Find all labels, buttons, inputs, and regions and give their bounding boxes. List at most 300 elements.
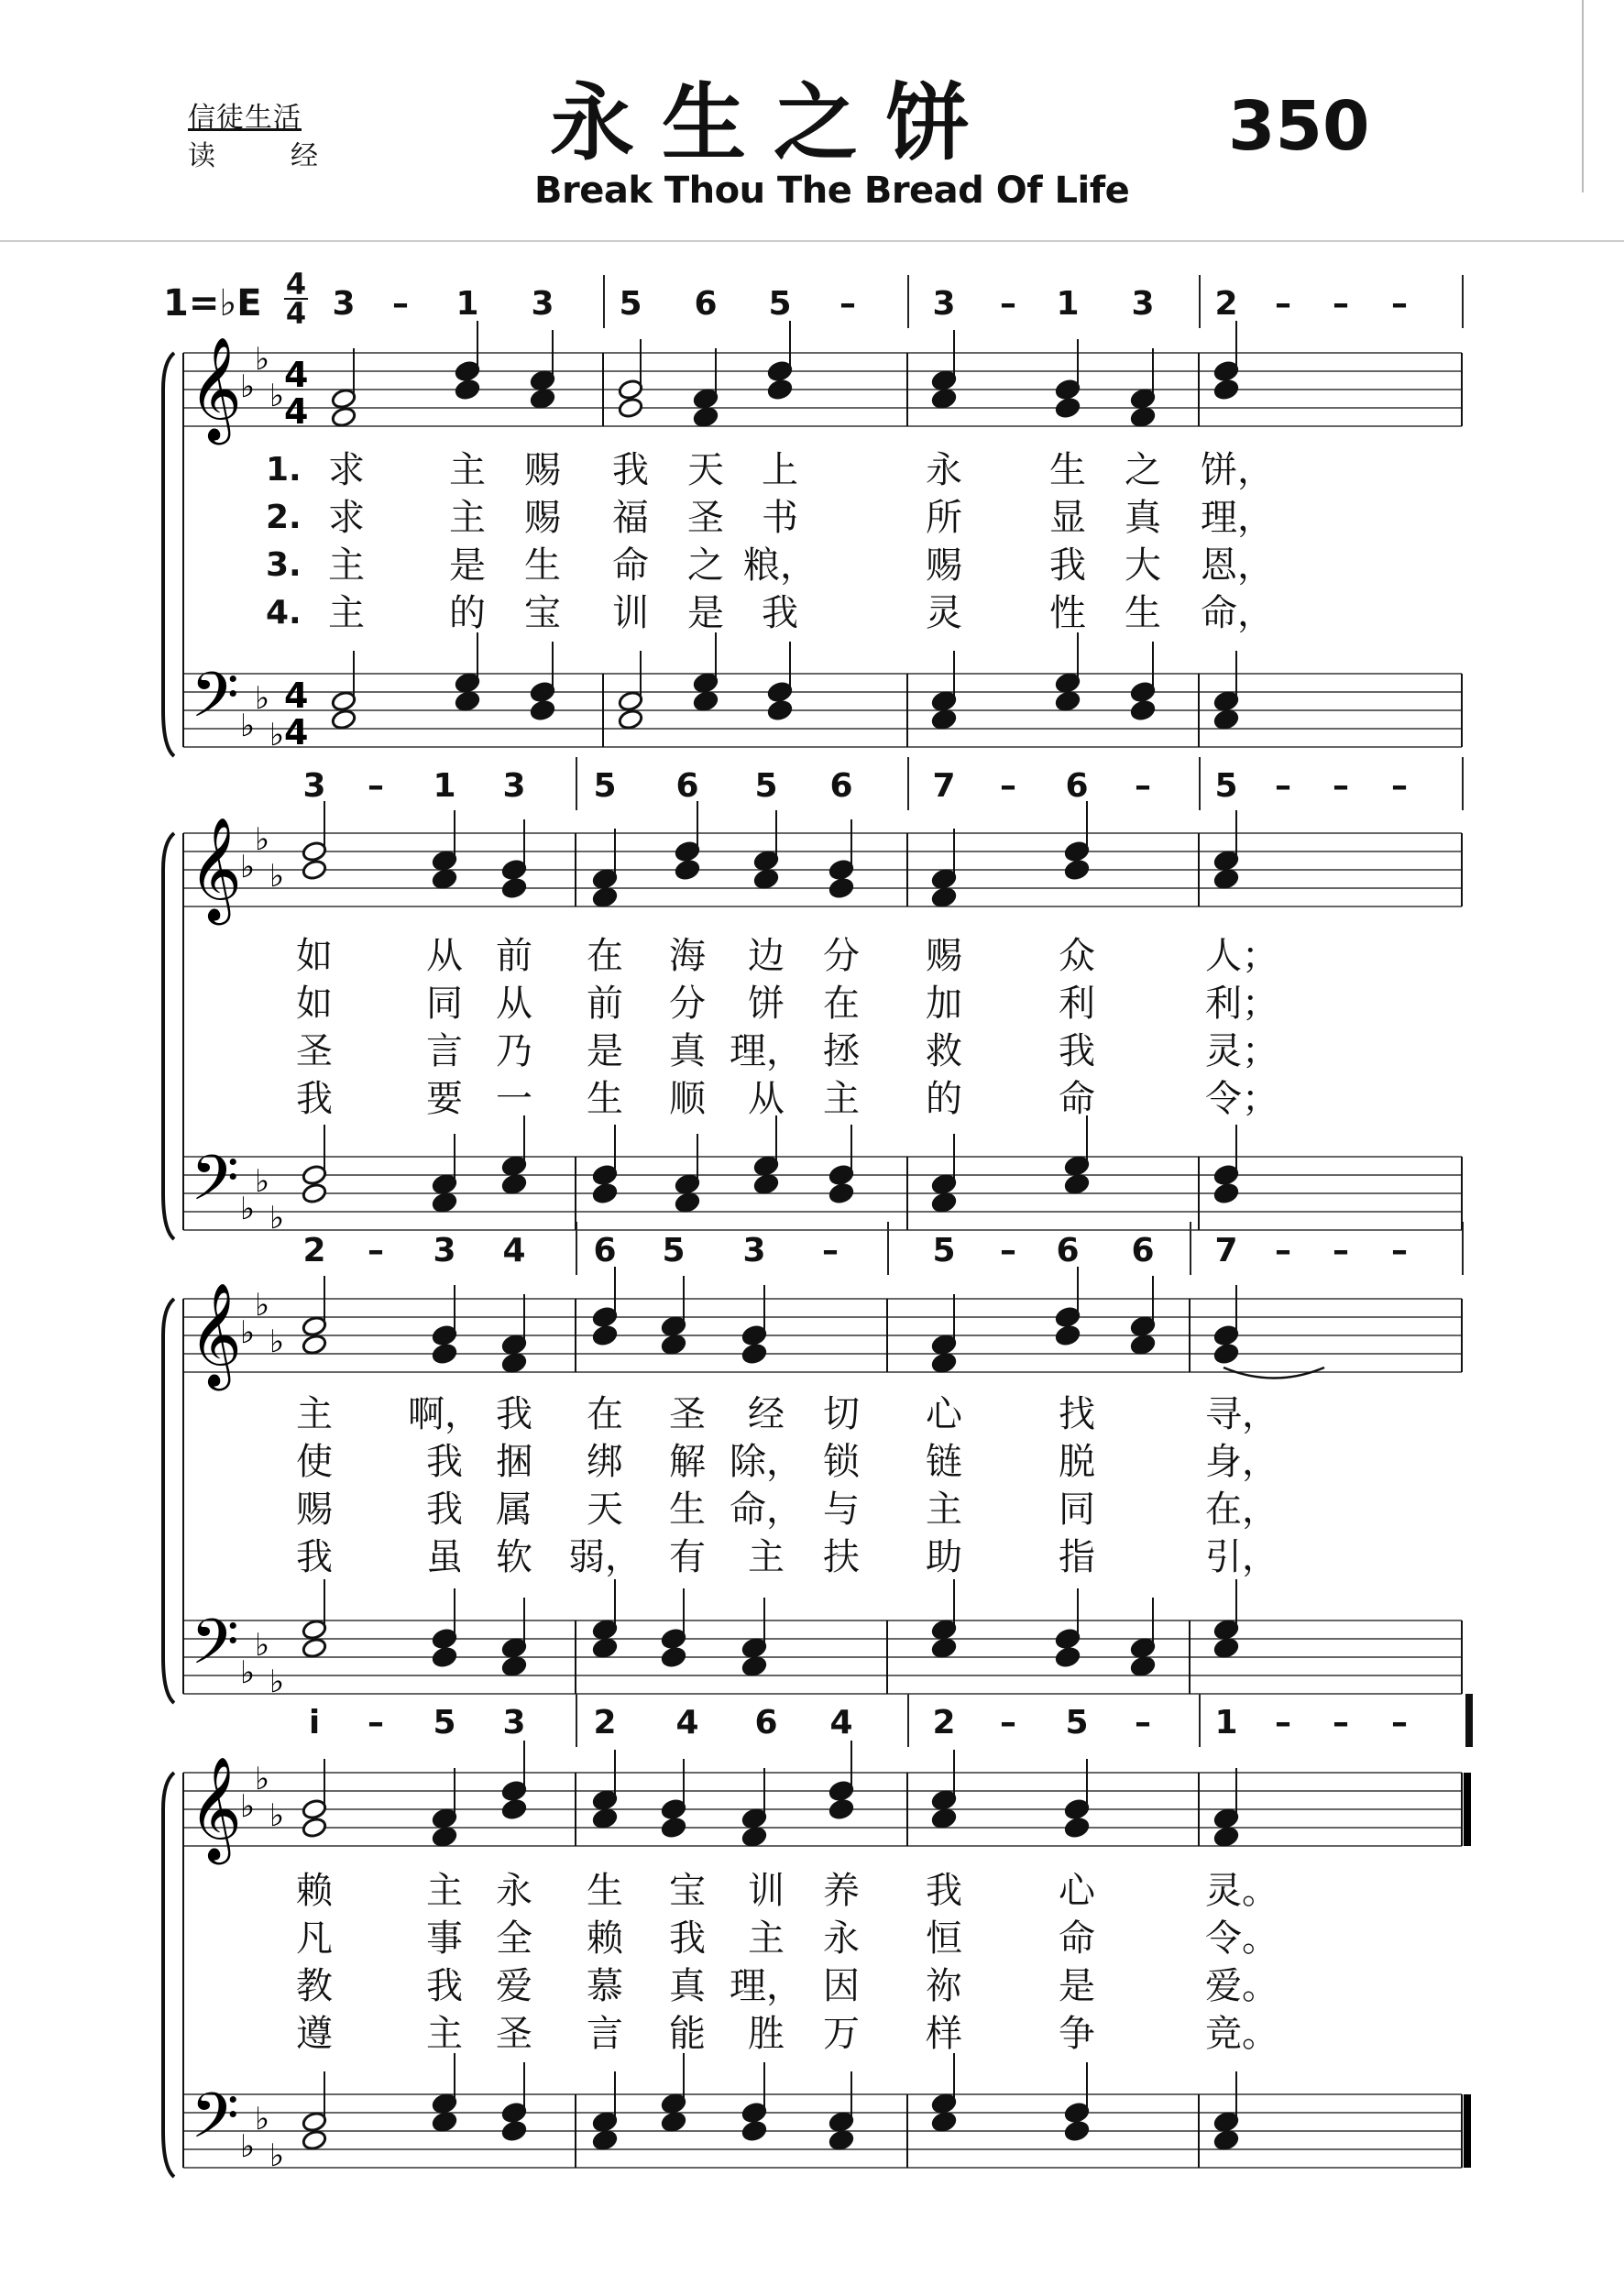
lyric-syllable: 利 <box>1059 983 1095 1025</box>
jianpu-note: – <box>1333 285 1349 323</box>
lyric-syllable: 圣 <box>496 2013 532 2055</box>
flat-sign: ♭ <box>240 1788 256 1825</box>
jianpu-note: – <box>1275 1232 1291 1269</box>
jianpu-note: 5 <box>1065 1704 1089 1741</box>
jianpu-note: – <box>1275 767 1291 805</box>
lyric-syllable: 啊， <box>408 1393 481 1435</box>
jianpu-note: 2 <box>302 1232 326 1269</box>
note-head <box>432 1807 457 1829</box>
bass-clef: 𝄢 <box>191 1143 239 1230</box>
lyric-syllable: 主 <box>426 2013 463 2055</box>
note-head <box>767 681 793 703</box>
lyric-syllable: 锁 <box>823 1441 860 1483</box>
note-head <box>501 2120 527 2142</box>
category-line2-a: 读 <box>188 140 215 172</box>
lyric-syllable: 生 <box>587 1870 623 1912</box>
note-head <box>1130 1637 1156 1659</box>
jianpu-note: – <box>1391 1232 1408 1269</box>
note-head <box>675 1173 700 1195</box>
note-head <box>931 1192 957 1214</box>
lyric-syllable: 链 <box>926 1441 962 1483</box>
lyric-syllable: 除， <box>730 1441 803 1483</box>
note-head <box>432 1646 457 1668</box>
lyric-syllable: 捆 <box>496 1441 532 1483</box>
jianpu-note: 1 <box>1214 1704 1238 1741</box>
lyric-syllable: 解 <box>669 1441 706 1483</box>
lyric-syllable: 理， <box>1201 497 1274 539</box>
bass-clef: 𝄢 <box>191 1607 239 1694</box>
note-head <box>1064 1155 1090 1177</box>
lyric-syllable: 是 <box>449 544 486 587</box>
jianpu-note: 6 <box>1131 1232 1155 1269</box>
lyric-syllable: 我 <box>926 1870 962 1912</box>
note-head <box>931 1352 957 1374</box>
jianpu-note: 2 <box>593 1704 617 1741</box>
flat-sign: ♭ <box>255 2101 270 2137</box>
lyric-syllable: 圣 <box>296 1030 333 1072</box>
lyric-syllable: 理， <box>730 1965 803 2007</box>
jianpu-note: 5 <box>768 285 792 323</box>
treble-clef: 𝄞 <box>189 1282 242 1387</box>
jianpu-note: 2 <box>1214 285 1238 323</box>
note-head <box>1213 709 1239 731</box>
jianpu-note: – <box>1333 767 1349 805</box>
lyric-syllable: 所 <box>926 497 962 539</box>
note-head <box>592 1807 618 1829</box>
lyric-syllable: 赖 <box>296 1870 333 1912</box>
note-head <box>741 1655 767 1677</box>
lyric-syllable: 我 <box>762 592 798 634</box>
note-head <box>931 709 957 731</box>
system-bracket <box>163 353 174 756</box>
hymn-title-en: Break Thou The Bread Of Life <box>534 170 1130 212</box>
lyric-syllable: 生 <box>1049 449 1086 491</box>
lyric-syllable: 宝 <box>669 1870 706 1912</box>
note-head <box>432 1826 457 1848</box>
jianpu-note: 5 <box>1214 767 1238 805</box>
note-head <box>661 1315 686 1337</box>
note-head <box>501 859 527 881</box>
lyric-syllable: 赐 <box>926 935 962 977</box>
note-head <box>530 699 555 721</box>
note-head <box>931 690 957 712</box>
note-head <box>931 1334 957 1356</box>
note-head <box>530 369 555 391</box>
time-bottom: 4 <box>285 296 307 331</box>
lyric-syllable: 真 <box>1125 497 1161 539</box>
lyric-syllable: 能 <box>669 2013 706 2055</box>
note-head <box>592 2111 618 2133</box>
lyric-syllable: 从 <box>426 935 463 977</box>
time-signature: 4 <box>284 676 309 716</box>
note-head <box>931 388 957 410</box>
jianpu-note: 2 <box>932 1704 956 1741</box>
lyric-syllable: 赖 <box>587 1917 623 1960</box>
lyric-syllable: 是 <box>587 1030 623 1072</box>
lyric-syllable: 争 <box>1059 2013 1095 2055</box>
verse-number: 1. <box>266 451 302 489</box>
note-head <box>1213 1826 1239 1848</box>
lyric-syllable: 天 <box>587 1489 623 1531</box>
note-head <box>432 2093 457 2115</box>
lyric-syllable: 灵； <box>1205 1030 1278 1072</box>
note-head <box>1055 1628 1081 1650</box>
flat-sign: ♭ <box>255 1287 270 1324</box>
lyric-syllable: 灵。 <box>1205 1870 1278 1912</box>
lyric-syllable: 在， <box>1205 1489 1278 1531</box>
lyric-syllable: 众 <box>1059 935 1095 977</box>
lyric-syllable: 命 <box>1059 1078 1095 1120</box>
note-head <box>661 1798 686 1820</box>
note-head <box>331 406 357 428</box>
note-head <box>501 1798 527 1820</box>
lyric-syllable: 胜 <box>748 2013 785 2055</box>
system-bracket <box>163 1773 174 2177</box>
lyric-syllable: 圣 <box>669 1393 706 1435</box>
flat-sign: ♭ <box>269 1200 285 1236</box>
note-head <box>302 1315 327 1337</box>
lyric-syllable: 我 <box>1059 1030 1095 1072</box>
lyric-syllable: 灵 <box>926 592 962 634</box>
jianpu-note: 3 <box>742 1232 766 1269</box>
lyric-syllable: 如 <box>296 983 333 1025</box>
jianpu-note: 5 <box>932 1232 956 1269</box>
note-head <box>828 877 854 899</box>
note-head <box>693 406 719 428</box>
treble-clef: 𝄞 <box>189 336 242 441</box>
flat-sign: ♭ <box>269 1324 285 1360</box>
note-head <box>1213 1182 1239 1204</box>
note-head <box>1055 1324 1081 1346</box>
note-head <box>931 1789 957 1811</box>
note-head <box>1055 1306 1081 1328</box>
jianpu-note: – <box>1275 285 1291 323</box>
note-head <box>661 1334 686 1356</box>
note-head <box>1213 360 1239 382</box>
note-head <box>931 1637 957 1659</box>
jianpu-note: – <box>1000 767 1016 805</box>
lyric-syllable: 是 <box>687 592 724 634</box>
note-head <box>1130 406 1156 428</box>
flat-sign: ♭ <box>240 1314 256 1351</box>
note-head <box>1213 1807 1239 1829</box>
jianpu-note: – <box>368 767 384 805</box>
lyric-syllable: 经 <box>748 1393 785 1435</box>
note-head <box>618 397 643 419</box>
note-head <box>302 2129 327 2151</box>
jianpu-note: – <box>1391 1704 1408 1741</box>
jianpu-note: 6 <box>1056 1232 1080 1269</box>
note-head <box>1213 868 1239 890</box>
verse-number: 2. <box>266 499 302 536</box>
note-head <box>501 877 527 899</box>
jianpu-note: – <box>1000 1704 1016 1741</box>
note-head <box>432 1192 457 1214</box>
lyric-syllable: 同 <box>1059 1489 1095 1531</box>
note-head <box>432 1324 457 1346</box>
lyric-syllable: 言 <box>587 2013 623 2055</box>
lyric-syllable: 赐 <box>296 1489 333 1531</box>
note-head <box>592 1164 618 1186</box>
lyric-syllable: 主 <box>296 1393 333 1435</box>
category-line1: 信徒生活 <box>188 102 302 134</box>
lyric-syllable: 我 <box>296 1078 333 1120</box>
note-head <box>592 1324 618 1346</box>
jianpu-note: 6 <box>829 767 853 805</box>
note-head <box>767 360 793 382</box>
lyric-syllable: 使 <box>296 1441 333 1483</box>
verse-number: 3. <box>266 546 302 584</box>
jianpu-note: 3 <box>531 285 554 323</box>
lyric-syllable: 我 <box>1049 544 1086 587</box>
flat-sign: ♭ <box>255 341 270 378</box>
system-bracket <box>163 1299 174 1703</box>
note-head <box>661 2111 686 2133</box>
note-head <box>661 1817 686 1839</box>
lyric-syllable: 宝 <box>524 592 561 634</box>
lyric-syllable: 如 <box>296 935 333 977</box>
note-head <box>828 1780 854 1802</box>
hymn-number: 350 <box>1228 87 1370 166</box>
lyric-syllable: 生 <box>587 1078 623 1120</box>
lyric-syllable: 同 <box>426 983 463 1025</box>
note-head <box>302 2111 327 2133</box>
note-head <box>432 850 457 872</box>
note-head <box>675 840 700 862</box>
note-head <box>741 1324 767 1346</box>
note-head <box>501 1780 527 1802</box>
lyric-syllable: 分 <box>669 983 706 1025</box>
note-head <box>931 868 957 890</box>
note-head <box>741 2102 767 2124</box>
note-head <box>675 1192 700 1214</box>
lyric-syllable: 慕 <box>587 1965 623 2007</box>
lyric-syllable: 养 <box>823 1870 860 1912</box>
lyric-syllable: 我 <box>296 1536 333 1578</box>
lyric-syllable: 饼， <box>1201 449 1274 491</box>
note-head <box>828 1798 854 1820</box>
lyric-syllable: 求 <box>328 449 365 491</box>
note-head <box>675 859 700 881</box>
jianpu-note: 1 <box>1056 285 1080 323</box>
note-head <box>455 690 480 712</box>
lyric-syllable: 生 <box>1125 592 1161 634</box>
lyric-syllable: 竞。 <box>1205 2013 1278 2055</box>
lyric-syllable: 拯 <box>823 1030 860 1072</box>
flat-sign: ♭ <box>255 1627 270 1664</box>
lyric-syllable: 主 <box>328 544 365 587</box>
lyric-syllable: 主 <box>449 449 486 491</box>
bass-clef: 𝄢 <box>191 660 239 747</box>
lyric-syllable: 生 <box>669 1489 706 1531</box>
lyric-syllable: 人； <box>1205 935 1278 977</box>
lyric-syllable: 要 <box>426 1078 463 1120</box>
lyric-syllable: 赐 <box>524 497 561 539</box>
lyric-syllable: 引， <box>1205 1536 1278 1578</box>
lyric-syllable: 恒 <box>926 1917 962 1960</box>
flat-sign: ♭ <box>240 849 256 885</box>
lyric-syllable: 在 <box>587 1393 623 1435</box>
note-head <box>1064 1817 1090 1839</box>
note-head <box>1213 2111 1239 2133</box>
lyric-syllable: 言 <box>426 1030 463 1072</box>
lyric-syllable: 主 <box>926 1489 962 1531</box>
lyric-syllable: 身， <box>1205 1441 1278 1483</box>
note-head <box>693 690 719 712</box>
lyric-syllable: 命， <box>1201 592 1274 634</box>
note-head <box>302 1798 327 1820</box>
jianpu-note: 1 <box>455 285 479 323</box>
note-head <box>432 1173 457 1195</box>
jianpu-note: i <box>308 1704 321 1741</box>
note-head <box>1064 1798 1090 1820</box>
lyric-syllable: 主 <box>823 1078 860 1120</box>
jianpu-note: 3 <box>433 1232 456 1269</box>
note-head <box>931 1173 957 1195</box>
note-head <box>1130 1655 1156 1677</box>
note-head <box>302 859 327 881</box>
note-head <box>661 1628 686 1650</box>
note-head <box>753 850 779 872</box>
lyric-syllable: 脱 <box>1059 1441 1095 1483</box>
lyric-syllable: 求 <box>328 497 365 539</box>
note-head <box>302 1619 327 1641</box>
lyric-syllable: 令； <box>1205 1078 1278 1120</box>
final-barline <box>1464 1773 1471 1846</box>
note-head <box>931 1807 957 1829</box>
note-head <box>741 1343 767 1365</box>
jianpu-note: – <box>1333 1704 1349 1741</box>
jianpu-note: 4 <box>829 1704 853 1741</box>
flat-sign: ♭ <box>269 378 285 414</box>
lyric-syllable: 海 <box>669 935 706 977</box>
note-head <box>753 1173 779 1195</box>
note-head <box>302 1334 327 1356</box>
jianpu-note: – <box>822 1232 839 1269</box>
jianpu-note: 3 <box>332 285 356 323</box>
note-head <box>592 1306 618 1328</box>
flat-sign: ♭ <box>240 368 256 405</box>
flat-sign: ♭ <box>240 708 256 744</box>
note-head <box>828 2111 854 2133</box>
note-head <box>618 379 643 401</box>
note-head <box>1130 1334 1156 1356</box>
lyric-syllable: 凡 <box>296 1917 333 1960</box>
jianpu-note: 6 <box>675 767 699 805</box>
note-head <box>1213 379 1239 401</box>
lyric-syllable: 顺 <box>669 1078 706 1120</box>
note-head <box>1130 1315 1156 1337</box>
jianpu-note: 5 <box>662 1232 686 1269</box>
flat-sign: ♭ <box>269 2137 285 2174</box>
jianpu-note: 4 <box>675 1704 699 1741</box>
lyric-syllable: 切 <box>823 1393 860 1435</box>
note-head <box>1055 379 1081 401</box>
lyric-syllable: 有 <box>669 1536 706 1578</box>
note-head <box>741 1826 767 1848</box>
lyric-syllable: 心 <box>1059 1870 1095 1912</box>
lyric-syllable: 在 <box>823 983 860 1025</box>
flat-sign: ♭ <box>269 858 285 895</box>
jianpu-note: – <box>1000 285 1016 323</box>
jianpu-note: 1 <box>433 767 456 805</box>
jianpu-note: 3 <box>502 1704 526 1741</box>
lyric-syllable: 圣 <box>687 497 724 539</box>
note-head <box>501 1334 527 1356</box>
lyric-syllable: 弱， <box>568 1536 642 1578</box>
lyric-syllable: 令。 <box>1205 1917 1278 1960</box>
note-head <box>592 1789 618 1811</box>
lyric-syllable: 祢 <box>926 1965 962 2007</box>
lyric-syllable: 救 <box>926 1030 962 1072</box>
lyric-syllable: 加 <box>926 983 962 1025</box>
lyric-syllable: 上 <box>762 449 798 491</box>
jianpu-note: 6 <box>754 1704 778 1741</box>
note-head <box>1064 2120 1090 2142</box>
jianpu-note: – <box>1135 1704 1151 1741</box>
note-head <box>302 1817 327 1839</box>
note-head <box>1064 2102 1090 2124</box>
note-head <box>1130 388 1156 410</box>
lyric-syllable: 指 <box>1059 1536 1095 1578</box>
note-head <box>828 1182 854 1204</box>
lyric-syllable: 我 <box>426 1489 463 1531</box>
note-head <box>767 379 793 401</box>
note-head <box>618 709 643 731</box>
lyric-syllable: 我 <box>496 1393 532 1435</box>
lyric-syllable: 心 <box>926 1393 962 1435</box>
final-barline <box>1464 2094 1471 2168</box>
lyric-syllable: 永 <box>926 449 962 491</box>
note-head <box>331 690 357 712</box>
jianpu-note: – <box>1391 285 1408 323</box>
jianpu-note: – <box>839 285 856 323</box>
lyric-syllable: 事 <box>426 1917 463 1960</box>
note-head <box>501 1655 527 1677</box>
jianpu-note: 3 <box>1131 285 1155 323</box>
lyric-syllable: 的 <box>449 592 486 634</box>
lyric-syllable: 命， <box>730 1489 803 1531</box>
lyric-syllable: 福 <box>612 497 649 539</box>
lyric-syllable: 生 <box>524 544 561 587</box>
jianpu-note: 5 <box>593 767 617 805</box>
note-head <box>501 1155 527 1177</box>
jianpu-note: 4 <box>502 1232 526 1269</box>
lyric-syllable: 全 <box>496 1917 532 1960</box>
lyric-syllable: 主 <box>328 592 365 634</box>
note-head <box>1064 859 1090 881</box>
lyric-syllable: 天 <box>687 449 724 491</box>
lyric-syllable: 恩， <box>1201 544 1274 587</box>
note-head <box>1055 672 1081 694</box>
lyric-syllable: 真 <box>669 1965 706 2007</box>
lyric-syllable: 真 <box>669 1030 706 1072</box>
lyric-syllable: 样 <box>926 2013 962 2055</box>
note-head <box>1213 1343 1239 1365</box>
lyric-syllable: 虽 <box>426 1536 463 1578</box>
note-head <box>455 379 480 401</box>
note-head <box>931 1619 957 1641</box>
jianpu-note: 7 <box>1214 1232 1238 1269</box>
lyric-syllable: 永 <box>496 1870 532 1912</box>
lyric-syllable: 主 <box>748 1536 785 1578</box>
lyric-syllable: 找 <box>1059 1393 1095 1435</box>
note-head <box>1213 690 1239 712</box>
note-head <box>302 840 327 862</box>
lyric-syllable: 理， <box>730 1030 803 1072</box>
note-head <box>1130 681 1156 703</box>
flat-sign: ♭ <box>255 1163 270 1200</box>
